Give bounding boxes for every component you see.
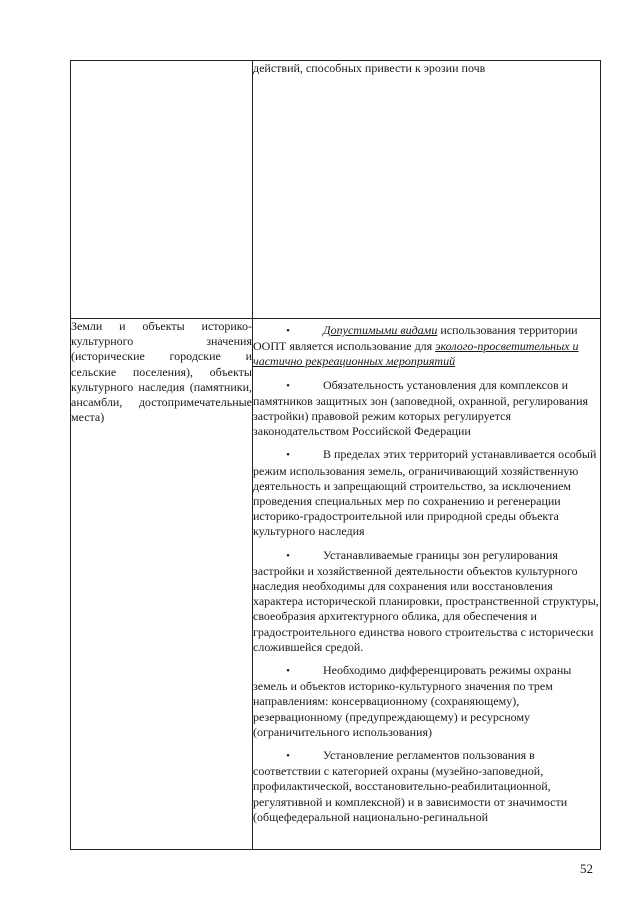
- table-row: [71, 319, 601, 850]
- emphasis-text: эколого-просветительных и частично рекреационных мероприятий: [253, 339, 579, 369]
- list-item: [253, 663, 600, 740]
- continued-text: действий, способных привести к эрозии почв: [253, 61, 486, 75]
- list-item: [253, 548, 600, 655]
- bullet-icon: •: [286, 449, 290, 462]
- list-item: [253, 323, 600, 370]
- bullet-icon: •: [286, 325, 290, 337]
- item-text: Установление регламентов пользования в соответствии с категорией охраны (музейно-заповедной, профилактической, восстановительно-реабилитационной, регулятивной и комплексной) и в зависимости от значимости (общефедеральной национально-регинальной: [253, 748, 568, 824]
- bullet-icon: •: [286, 379, 290, 392]
- category-cell: [71, 319, 253, 850]
- list-item: [253, 378, 600, 440]
- item-text: использования территории ООПТ является использование для: [253, 323, 578, 354]
- list-item: [253, 447, 600, 539]
- land-use-table: [70, 60, 601, 850]
- table-row: [71, 61, 601, 319]
- bullet-icon: •: [286, 549, 290, 562]
- item-text: В пределах этих территорий устанавливается особый режим использования земель, ограничивающий хозяйственную деятельность и запрещающий строительство, за исключением проведения специальных мер по сохранению и регенерации историко-градостроительной или природной среды объекта культурного наследия: [253, 447, 597, 539]
- item-text: Устанавливаемые границы зон регулирования застройки и хозяйственной деятельности объектов культурного наследия необходимы для сохранения или восстановления характера исторической планировки, пространственной структуры, своеобразия архитектурного облика, для обеспечения и градостроительного единства нового строительства с исторически сложившейся средой.: [253, 547, 599, 654]
- regulations-cell: [253, 319, 601, 850]
- table-cell-text: [253, 61, 601, 319]
- bullet-icon: •: [286, 665, 290, 678]
- emphasis-text: Допустимыми видами: [323, 323, 438, 337]
- page-number: 52: [580, 861, 593, 876]
- list-item: [253, 748, 600, 825]
- item-text: Необходимо дифференцировать режимы охраны земель и объектов историко-культурного значения по трем направлениям: консервационному (сохраняющему), резервационному (предупреждающему) и ресурсному (ограничительного использования): [253, 663, 572, 739]
- item-text: Обязательность установления для комплексов и памятников защитных зон (заповедной, охранной, регулирования застройки) правовой режим которых регулируется законодательством Российской Федерации: [253, 377, 589, 439]
- category-text: Земли и объекты историко-культурного значения (исторические городские и сельские поселения), объекты культурного наследия (памятники, ансамбли, достопримечательные места): [71, 319, 252, 425]
- table-cell-empty: [71, 61, 253, 319]
- bullet-icon: •: [286, 750, 290, 763]
